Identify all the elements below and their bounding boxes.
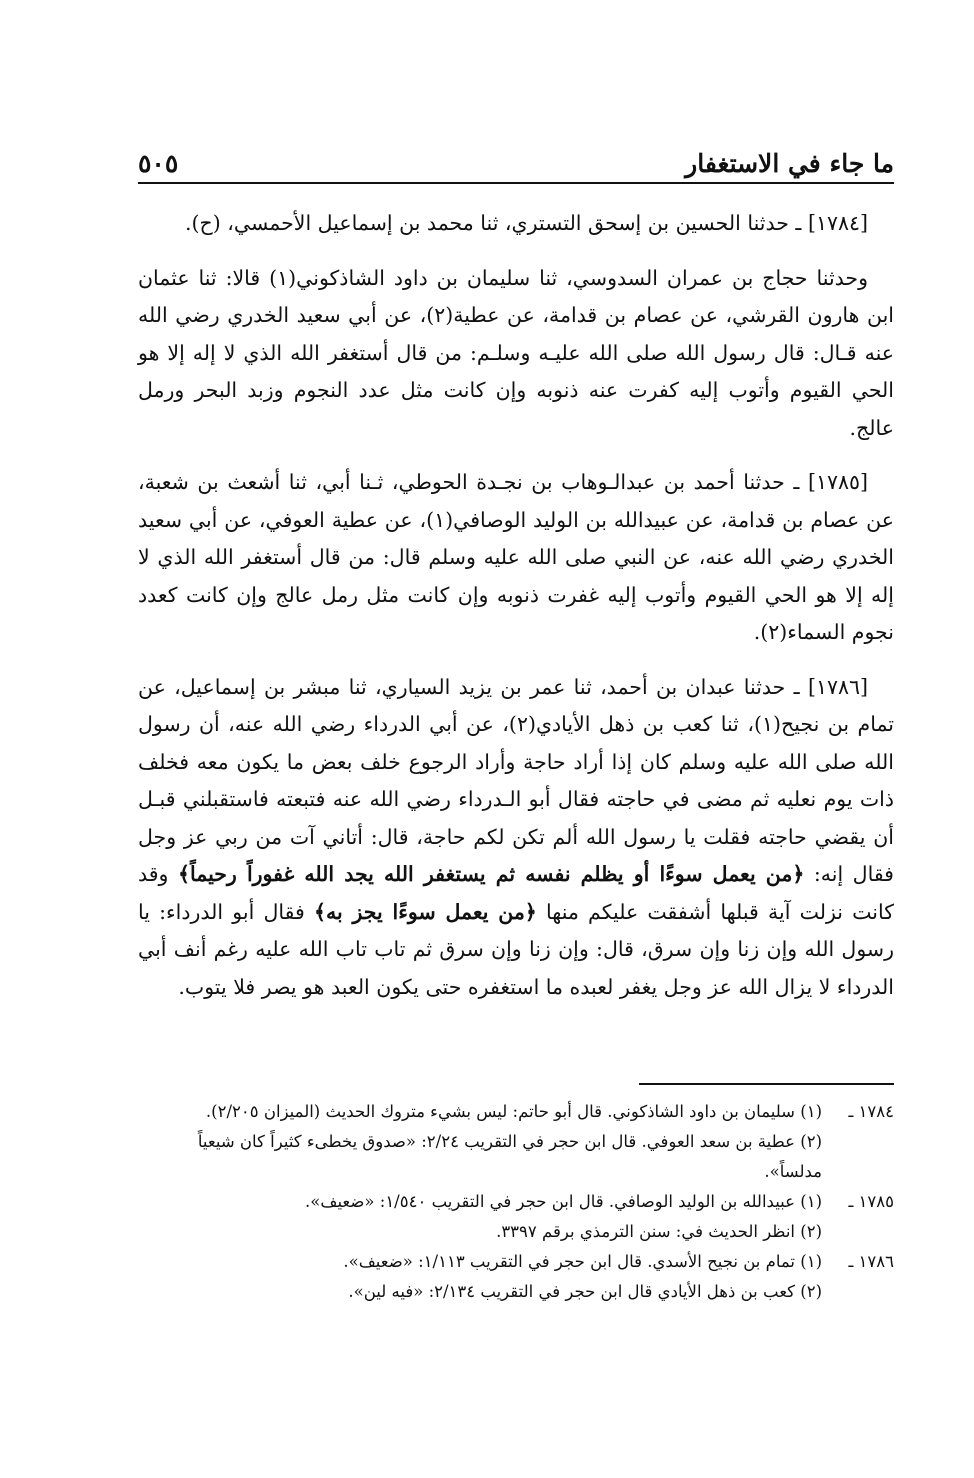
footnote-group-1785 [138,1187,894,1247]
footnote-item: (٢) عطية بن سعد العوفي. قال ابن حجر في التقريب ٢/٢٤: «صدوق يخطىء كثيراً كان شيعياً مدلساً». [197,1132,822,1181]
page-number: ٥٠٥ [138,149,179,178]
footnote-separator [639,1083,894,1085]
footnote-item: (١) عبيدالله بن الوليد الوصافي. قال ابن حجر في التقريب ١/٥٤٠: «ضعيف». [305,1192,822,1211]
main-text [138,205,894,1023]
hadith-1786-text [138,669,894,1007]
footnote-item: (٢) انظر الحديث في: سنن الترمذي برقم ٣٣٩٧. [496,1222,822,1241]
hadith-1784-text: وحدثنا حجاج بن عمران السدوسي، ثنا سليمان بن داود الشاذكوني(١) قالا: ثنا عثمان ابن هارون القرشي، عن عصام بن قدامة، عن عطية(٢)، عن أبي سعيد الخدري رضي الله عنه قـال: قال رسول الله صلى الله عليـه وسلـم: من قال أستغفر الله الذي لا إله إلا هو الحي القيوم وأتوب إليه كفرت عنه ذنوبه وإن كانت مثل عدد النجوم وزبد البحر ورمل عالج. [138,265,894,440]
footnote-hadith-number: ١٧٨٤ ـ [848,1102,894,1121]
footnote-hadith-number: ١٧٨٦ ـ [848,1252,894,1271]
hadith-1785-text: [١٧٨٥] ـ حدثنا أحمد بن عبدالـوهاب بن نجـدة الحوطي، ثـنا أبي، ثنا أشعث بن شعبة، عن عصام بن قدامة، عن عبيدالله بن الوليد الوصافي(١)، عن عطية العوفي، عن أبي سعيد الخدري رضي الله عنه، عن النبي صلى الله عليه وسلم قال: من قال أستغفر الله الذي لا إله إلا هو الحي القيوم وأتوب إليه غفرت ذنوبه وإن كانت مثل رمل عالج وإن كانت كعدد نجوم السماء(٢). [138,470,894,644]
footnote-group-1786 [138,1247,894,1307]
hadith-1786-part-3: فقال أبو الدرداء: يا رسول الله وإن زنا وإن سرق، قال: وإن زنا وإن سرق ثم تاب تاب الله عليه رغم أنف أبي الدرداء لا يزال الله عز وجل يغفر لعبده ما استغفره حتى يكون العبد هو يصر فلا يتوب. [138,899,894,999]
hadith-1786-part-1: [١٧٨٦] ـ حدثنا عبدان بن أحمد، ثنا عمر بن يزيد السياري، ثنا مبشر بن إسماعيل، عن تمام بن نجيح(١)، ثنا كعب بن ذهل الأيادي(٢)، عن أبي الدرداء رضي الله عنه، أن رسول الله صلى الله عليه وسلم كان إذا أراد حاجة وأراد الرجوع خلف بعض ما يكون معه فخلف ذات يوم نعليه ثم مضى في حاجته فقال أبو الـدرداء رضي الله عنه فتبعته فاستقبلني قبـل أن يقضي حاجته فقلت يا رسول الله ألم تكن لكم حاجة، قال: أتاني آت من ربي عز وجل فقال إنه: [138,674,894,886]
quran-verse-2: ﴿من يعمل سوءًا يجز به﴾ [313,899,537,924]
page-header [138,138,894,184]
footnote-hadith-number: ١٧٨٥ ـ [848,1192,894,1211]
footnote-item: (١) تمام بن نجيح الأسدي. قال ابن حجر في التقريب ١/١١٣: «ضعيف». [343,1252,822,1271]
footnote-item: (١) سليمان بن داود الشاذكوني. قال أبو حاتم: ليس بشيء متروك الحديث (الميزان ٢/٢٠٥). [205,1102,822,1121]
quran-verse-1: ﴿من يعمل سوءًا أو يظلم نفسه ثم يستغفر الله يجد الله غفوراً رحيماً﴾ [177,862,805,886]
hadith-1786-part-2: وقد كانت نزلت آية قبلها أشفقت عليكم منها [138,862,894,924]
footnotes [138,1097,894,1307]
footnote-group-1784 [138,1097,894,1187]
running-title: ما جاء في الاستغفار [685,149,894,178]
hadith-1784-isnad-1: [١٧٨٤] ـ حدثنا الحسين بن إسحق التستري، ثنا محمد بن إسماعيل الأحمسي، (ح). [185,211,868,235]
footnote-item: (٢) كعب بن ذهل الأيادي قال ابن حجر في التقريب ٢/١٣٤: «فيه لين». [348,1282,822,1301]
